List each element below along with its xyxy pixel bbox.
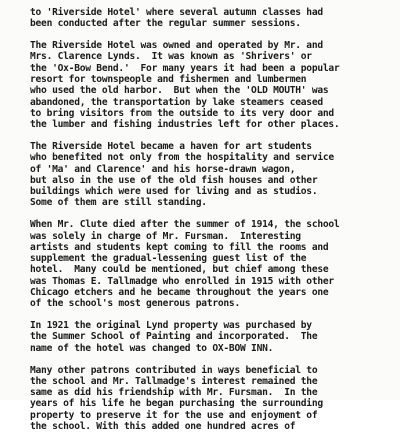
text-line: to bring visitors from the outside to its very door and bbox=[30, 107, 334, 119]
paragraph-5 bbox=[30, 320, 394, 354]
text-line: the lumber and fishing industries left for other places. bbox=[30, 119, 340, 131]
text-line: same as did his friendship with Mr. Fursman. In the bbox=[30, 387, 318, 399]
text-line: buildings which were used for living and as studios. bbox=[30, 186, 318, 198]
text-line: the 'Ox-Bow Bend.' For many years it had been a popular bbox=[30, 62, 340, 74]
paragraph-2 bbox=[30, 40, 394, 130]
document-body bbox=[30, 7, 394, 432]
paragraph-1 bbox=[30, 7, 394, 30]
text-line: hotel. Many could be mentioned, but chief among these bbox=[30, 264, 329, 276]
text-line: artists and students kept coming to fill the rooms and bbox=[30, 241, 329, 253]
text-line: Chicago etchers and he became throughout the years one bbox=[30, 287, 329, 299]
text-line: Many other patrons contributed in ways beneficial to bbox=[30, 364, 318, 376]
text-line: resort for townspeople and fishermen and lumbermen bbox=[30, 73, 307, 85]
text-line: years of his life he began purchasing the surrounding bbox=[30, 398, 323, 410]
paragraph-4 bbox=[30, 219, 394, 309]
text-line: of 'Ma' and Clarence' and his horse-drawn wagon, bbox=[30, 163, 296, 175]
text-line: to 'Riverside Hotel' where several autumn classes had bbox=[30, 7, 323, 18]
paragraph-6 bbox=[30, 365, 394, 432]
text-line: name of the hotel was changed to OX-BOW INN. bbox=[30, 342, 274, 354]
text-line: was Thomas E. Tallmadge who enrolled in 1915 with other bbox=[30, 275, 334, 287]
text-line: who used the old harbor. But when the 'OLD MOUTH' was bbox=[30, 85, 329, 97]
text-line: When Mr. Clute died after the summer of 1914, the school bbox=[30, 219, 340, 231]
text-line: the school and Mr. Tallmadge's interest remained the bbox=[30, 375, 318, 387]
paragraph-3 bbox=[30, 141, 394, 209]
text-line: The Riverside Hotel became a haven for art students bbox=[30, 140, 312, 152]
text-line: been conducted after the regular summer sessions. bbox=[30, 18, 301, 30]
text-line: supplement the gradual-lessening guest list of the bbox=[30, 253, 307, 265]
text-line: In 1921 the original Lynd property was purchased by bbox=[30, 320, 312, 332]
text-line: Mrs. Clarence Lynds. It was known as 'Shrivers' or bbox=[30, 51, 312, 63]
text-line: who benefited not only from the hospitality and service bbox=[30, 152, 334, 164]
text-line: of the school's most generous patrons. bbox=[30, 298, 240, 310]
text-line: but also in the use of the old fish houses and other bbox=[30, 174, 318, 186]
text-line: The Riverside Hotel was owned and operated by Mr. and bbox=[30, 40, 323, 52]
text-line: property to preserve it for the use and enjoyment of bbox=[30, 409, 318, 421]
text-line: Some of them are still standing. bbox=[30, 197, 207, 209]
text-line: the school. With this added one hundred acres of bbox=[30, 421, 296, 432]
text-line: was solely in charge of Mr. Fursman. Interesting bbox=[30, 230, 301, 242]
text-line: abandoned, the transportation by lake steamers ceased bbox=[30, 96, 323, 108]
text-line: the Summer School of Painting and incorporated. The bbox=[30, 331, 318, 343]
